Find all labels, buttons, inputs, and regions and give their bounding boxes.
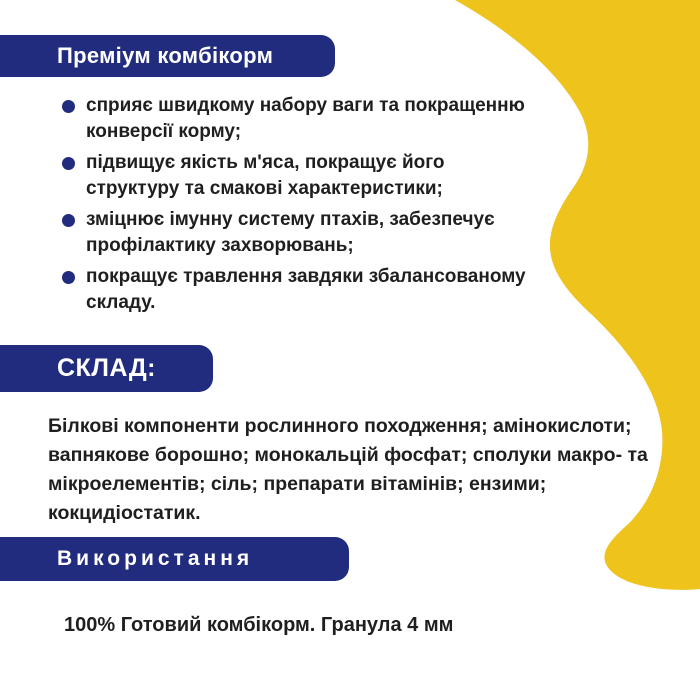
composition-title: СКЛАД: [57,354,156,382]
list-item [62,264,582,316]
benefit-text-line: покращує травлення завдяки збалансованому [86,266,526,287]
composition-text-line: вапнякове борошно; монокальцій фосфат; сполуки макро- та [48,444,648,466]
composition-text-line: Білкові компоненти рослинного походження; амінокислоти; [48,415,632,437]
benefit-text-line: конверсії корму; [86,121,242,142]
list-item [62,207,582,259]
composition-text [48,412,648,528]
usage-title-banner [0,537,349,581]
bullet-dot-icon [62,271,75,284]
usage-text: 100% Готовий комбікорм. Гранула 4 мм [64,614,454,636]
benefit-text-line: структуру та смакові характеристики; [86,178,443,199]
benefit-text-line: підвищує якість м'яса, покращує його [86,152,445,173]
usage-title: Використання [57,547,254,570]
premium-title: Преміум комбікорм [57,43,274,68]
list-item [62,93,582,145]
composition-text-line: мікроелементів; сіль; препарати вітамінів; ензими; [48,473,547,495]
benefit-text-line: сприяє швидкому набору ваги та покращенню [86,95,525,116]
composition-title-banner [0,345,213,392]
benefits-list [62,93,582,321]
bullet-dot-icon [62,214,75,227]
benefit-text-line: зміцнює імунну систему птахів, забезпечує [86,209,495,230]
benefit-text-line: складу. [86,292,156,313]
list-item [62,150,582,202]
premium-title-banner [0,35,335,77]
composition-text-line: кокцидіостатик. [48,502,201,524]
benefit-text-line: профілактику захворювань; [86,235,354,256]
bullet-dot-icon [62,157,75,170]
bullet-dot-icon [62,100,75,113]
